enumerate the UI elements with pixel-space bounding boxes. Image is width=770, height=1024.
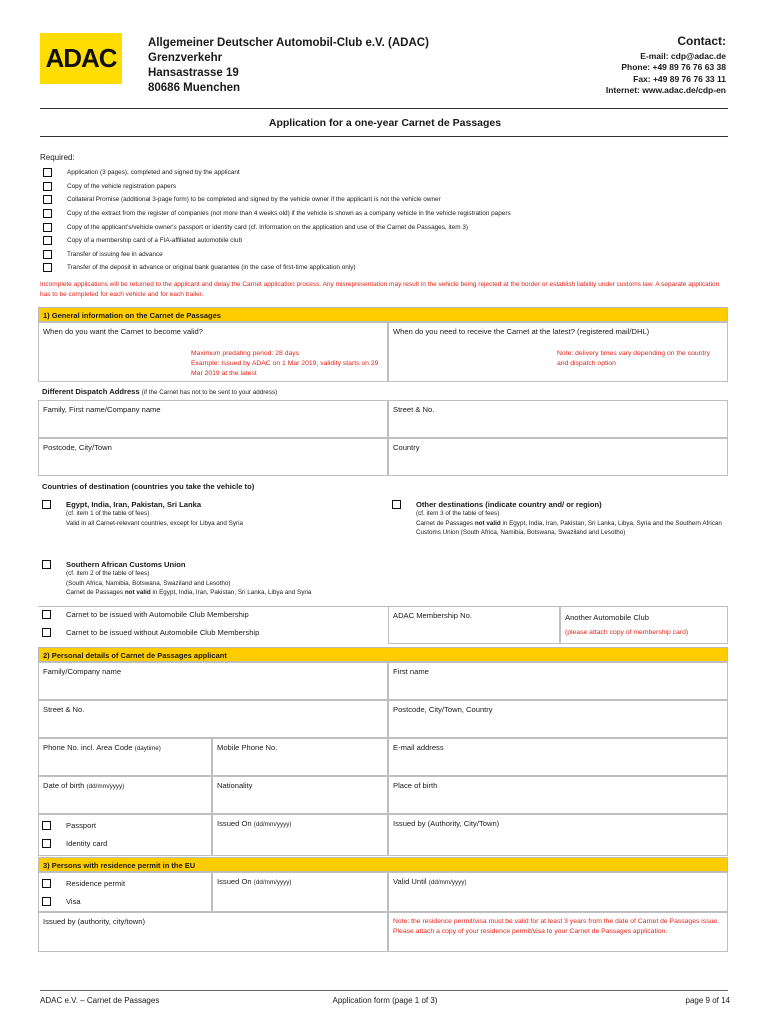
checkbox[interactable] [43, 182, 52, 191]
email-field[interactable]: E-mail address [388, 738, 728, 776]
address-line: Allgemeiner Deutscher Automobil-Club e.V. (ADAC) [148, 37, 429, 49]
warning-text: Incomplete applications will be returned to the applicant and delay the Carnet application process. Any misrepresentation may result in the vehicle being rejected at the border or establish liability under customs law. A separate application has to be completed for each vehicle and for each trailer. [40, 281, 720, 298]
receive-date-field[interactable]: When do you need to receive the Carnet at the latest? (registered mail/DHL) Note: delivery times vary depending on the country and dispatch option [388, 322, 728, 382]
footer-left: ADAC e.V. – Carnet de Passages [40, 996, 160, 1005]
section-1-heading: 1) General information on the Carnet de Passages [38, 307, 728, 322]
dispatch-title: Different Dispatch Address (if the Carnet has not to be sent to your address) [42, 387, 278, 396]
receive-date-note: Note: delivery times vary depending on the country and dispatch option [557, 350, 711, 367]
permit-issued-by-field[interactable]: Issued by (authority, city/town) [38, 912, 388, 952]
footer-divider [40, 990, 728, 991]
required-label: Required: [40, 153, 75, 162]
contact-email: E-mail: cdp@adac.de [640, 50, 726, 61]
with-membership-option[interactable]: Carnet to be issued with Automobile Club Membership [42, 610, 249, 619]
dispatch-family-field[interactable]: Family, First name/Company name [38, 400, 388, 438]
checkbox[interactable] [42, 897, 51, 906]
contact-fax: Fax: +49 89 76 76 33 11 [633, 73, 726, 84]
applicant-firstname-field[interactable]: First name [388, 662, 728, 700]
nationality-field[interactable]: Nationality [212, 776, 388, 814]
footer-center: Application form (page 1 of 3) [332, 996, 438, 1005]
without-membership-option[interactable]: Carnet to be issued without Automobile Club Membership [42, 628, 259, 637]
destinations-title: Countries of destination (countries you take the vehicle to) [42, 482, 255, 491]
required-item: Collateral Promise (additional 3-page form) to be completed and signed by the vehicle owner if the applicant is not the vehicle owner [40, 193, 730, 207]
permit-note-cell: Note: the residence permit/visa must be valid for at least 3 years from the date of Carnet de Passages issue. Please attach a copy of your residence permit/visa to your Carnet de Passages application. [388, 912, 728, 952]
mobile-field[interactable]: Mobile Phone No. [212, 738, 388, 776]
divider [40, 136, 728, 137]
residence-permit-option[interactable]: Residence permit [42, 879, 125, 888]
valid-date-field[interactable]: When do you want the Carnet to become valid? Maximum predating period: 28 days Example: Issued by ADAC on 1 Mar 2019, validity starts on 29 Mar 2019 at the latest [38, 322, 388, 382]
checkbox[interactable] [42, 560, 51, 569]
contact-block [606, 36, 726, 97]
footer-page-number: page 9 of 14 [685, 996, 730, 1005]
contact-phone: Phone: +49 89 76 76 63 38 [621, 62, 726, 72]
another-club-field[interactable]: Another Automobile Club (please attach copy of membership card) [560, 606, 728, 644]
checkbox[interactable] [42, 610, 51, 619]
dispatch-country-field[interactable]: Country [388, 438, 728, 476]
valid-date-note: Maximum predating period: 28 days Example: Issued by ADAC on 1 Mar 2019, validity starts on 29 Mar 2019 at the latest [191, 350, 379, 377]
checkbox[interactable] [42, 821, 51, 830]
required-item: Copy of the applicant's/vehicle owner's passport or identity card (cf. Information on the application and use of the Carnet de Passages, item 3) [40, 220, 730, 234]
address-line: 80686 Muenchen [148, 82, 241, 94]
page-title: Application for a one-year Carnet de Passages [268, 117, 502, 129]
required-item: Application (3 pages), completed and signed by the applicant [40, 166, 730, 180]
required-checklist [40, 166, 730, 275]
contact-title: Contact: [677, 34, 726, 48]
checkbox[interactable] [42, 628, 51, 637]
required-item: Copy of a membership card of a FIA-affiliated automobile club [40, 234, 730, 248]
checkbox[interactable] [43, 223, 52, 232]
required-item: Copy of the extract from the register of companies (not more than 4 weeks old) if the vehicle is shown as a company vehicle in the vehicle registration papers [40, 207, 730, 221]
checkbox[interactable] [42, 879, 51, 888]
destination-option-sacu: Southern African Customs Union (cf. item 2 of the table of fees) (South Africa, Namibia, Botswana, Swaziland and Lesotho) Carnet de Passages not valid in Egypt, India, Iran, Pakistan, Sri Lanka, Libya and Syria [42, 560, 387, 598]
adac-membership-field[interactable]: ADAC Membership No. [388, 606, 560, 644]
section-2-heading: 2) Personal details of Carnet de Passages applicant [38, 647, 728, 662]
checkbox[interactable] [392, 500, 401, 509]
permit-type-options [38, 872, 212, 912]
divider [40, 108, 728, 109]
document-issued-on-field[interactable]: Issued On (dd/mm/yyyy) [212, 814, 388, 856]
dispatch-street-field[interactable]: Street & No. [388, 400, 728, 438]
required-item: Transfer of issuing fee in advance [40, 248, 730, 262]
club-address [148, 36, 429, 96]
permit-issued-on-field[interactable]: Issued On (dd/mm/yyyy) [212, 872, 388, 912]
destination-option-a: Egypt, India, Iran, Pakistan, Sri Lanka (cf. item 1 of the table of fees) Valid in all Carnet-relevant countries, except for Libya and Syria [42, 500, 382, 528]
contact-internet: Internet: www.adac.de/cdp-en [605, 85, 726, 95]
applicant-family-field[interactable]: Family/Company name [38, 662, 388, 700]
destination-option-other: Other destinations (indicate country and/ or region) (cf. item 3 of the table of fees) Carnet de Passages not valid in Egypt, India, Iran, Pakistan, Sri Lanka, Libya, Syria and the Southern African Customs Union (South Africa, Namibia, Botswana, Swaziland and Lesotho) [392, 500, 722, 538]
checkbox[interactable] [42, 839, 51, 848]
visa-option[interactable]: Visa [42, 897, 81, 906]
phone-field[interactable]: Phone No. incl. Area Code (daytime) [38, 738, 212, 776]
required-item: Transfer of the deposit in advance or original bank guarantee (in the case of first-time application only) [40, 261, 730, 275]
document-issued-by-field[interactable]: Issued by (Authority, City/Town) [388, 814, 728, 856]
checkbox[interactable] [43, 263, 52, 272]
checkbox[interactable] [43, 236, 52, 245]
section-3-heading: 3) Persons with residence permit in the EU [38, 857, 728, 872]
required-item: Copy of the vehicle registration papers [40, 180, 730, 194]
dob-field[interactable]: Date of birth (dd/mm/yyyy) [38, 776, 212, 814]
address-line: Grenzverkehr [148, 52, 223, 64]
applicant-postcode-field[interactable]: Postcode, City/Town, Country [388, 700, 728, 738]
passport-option[interactable]: Passport [42, 821, 96, 830]
identity-card-option[interactable]: Identity card [42, 839, 107, 848]
checkbox[interactable] [43, 209, 52, 218]
checkbox[interactable] [42, 500, 51, 509]
address-line: Hansastrasse 19 [148, 67, 239, 79]
permit-valid-until-field[interactable]: Valid Until (dd/mm/yyyy) [388, 872, 728, 912]
applicant-street-field[interactable]: Street & No. [38, 700, 388, 738]
adac-logo: ADAC [40, 33, 122, 84]
dispatch-postcode-field[interactable]: Postcode, City/Town [38, 438, 388, 476]
checkbox[interactable] [43, 168, 52, 177]
checkbox[interactable] [43, 195, 52, 204]
pob-field[interactable]: Place of birth [388, 776, 728, 814]
checkbox[interactable] [43, 250, 52, 259]
